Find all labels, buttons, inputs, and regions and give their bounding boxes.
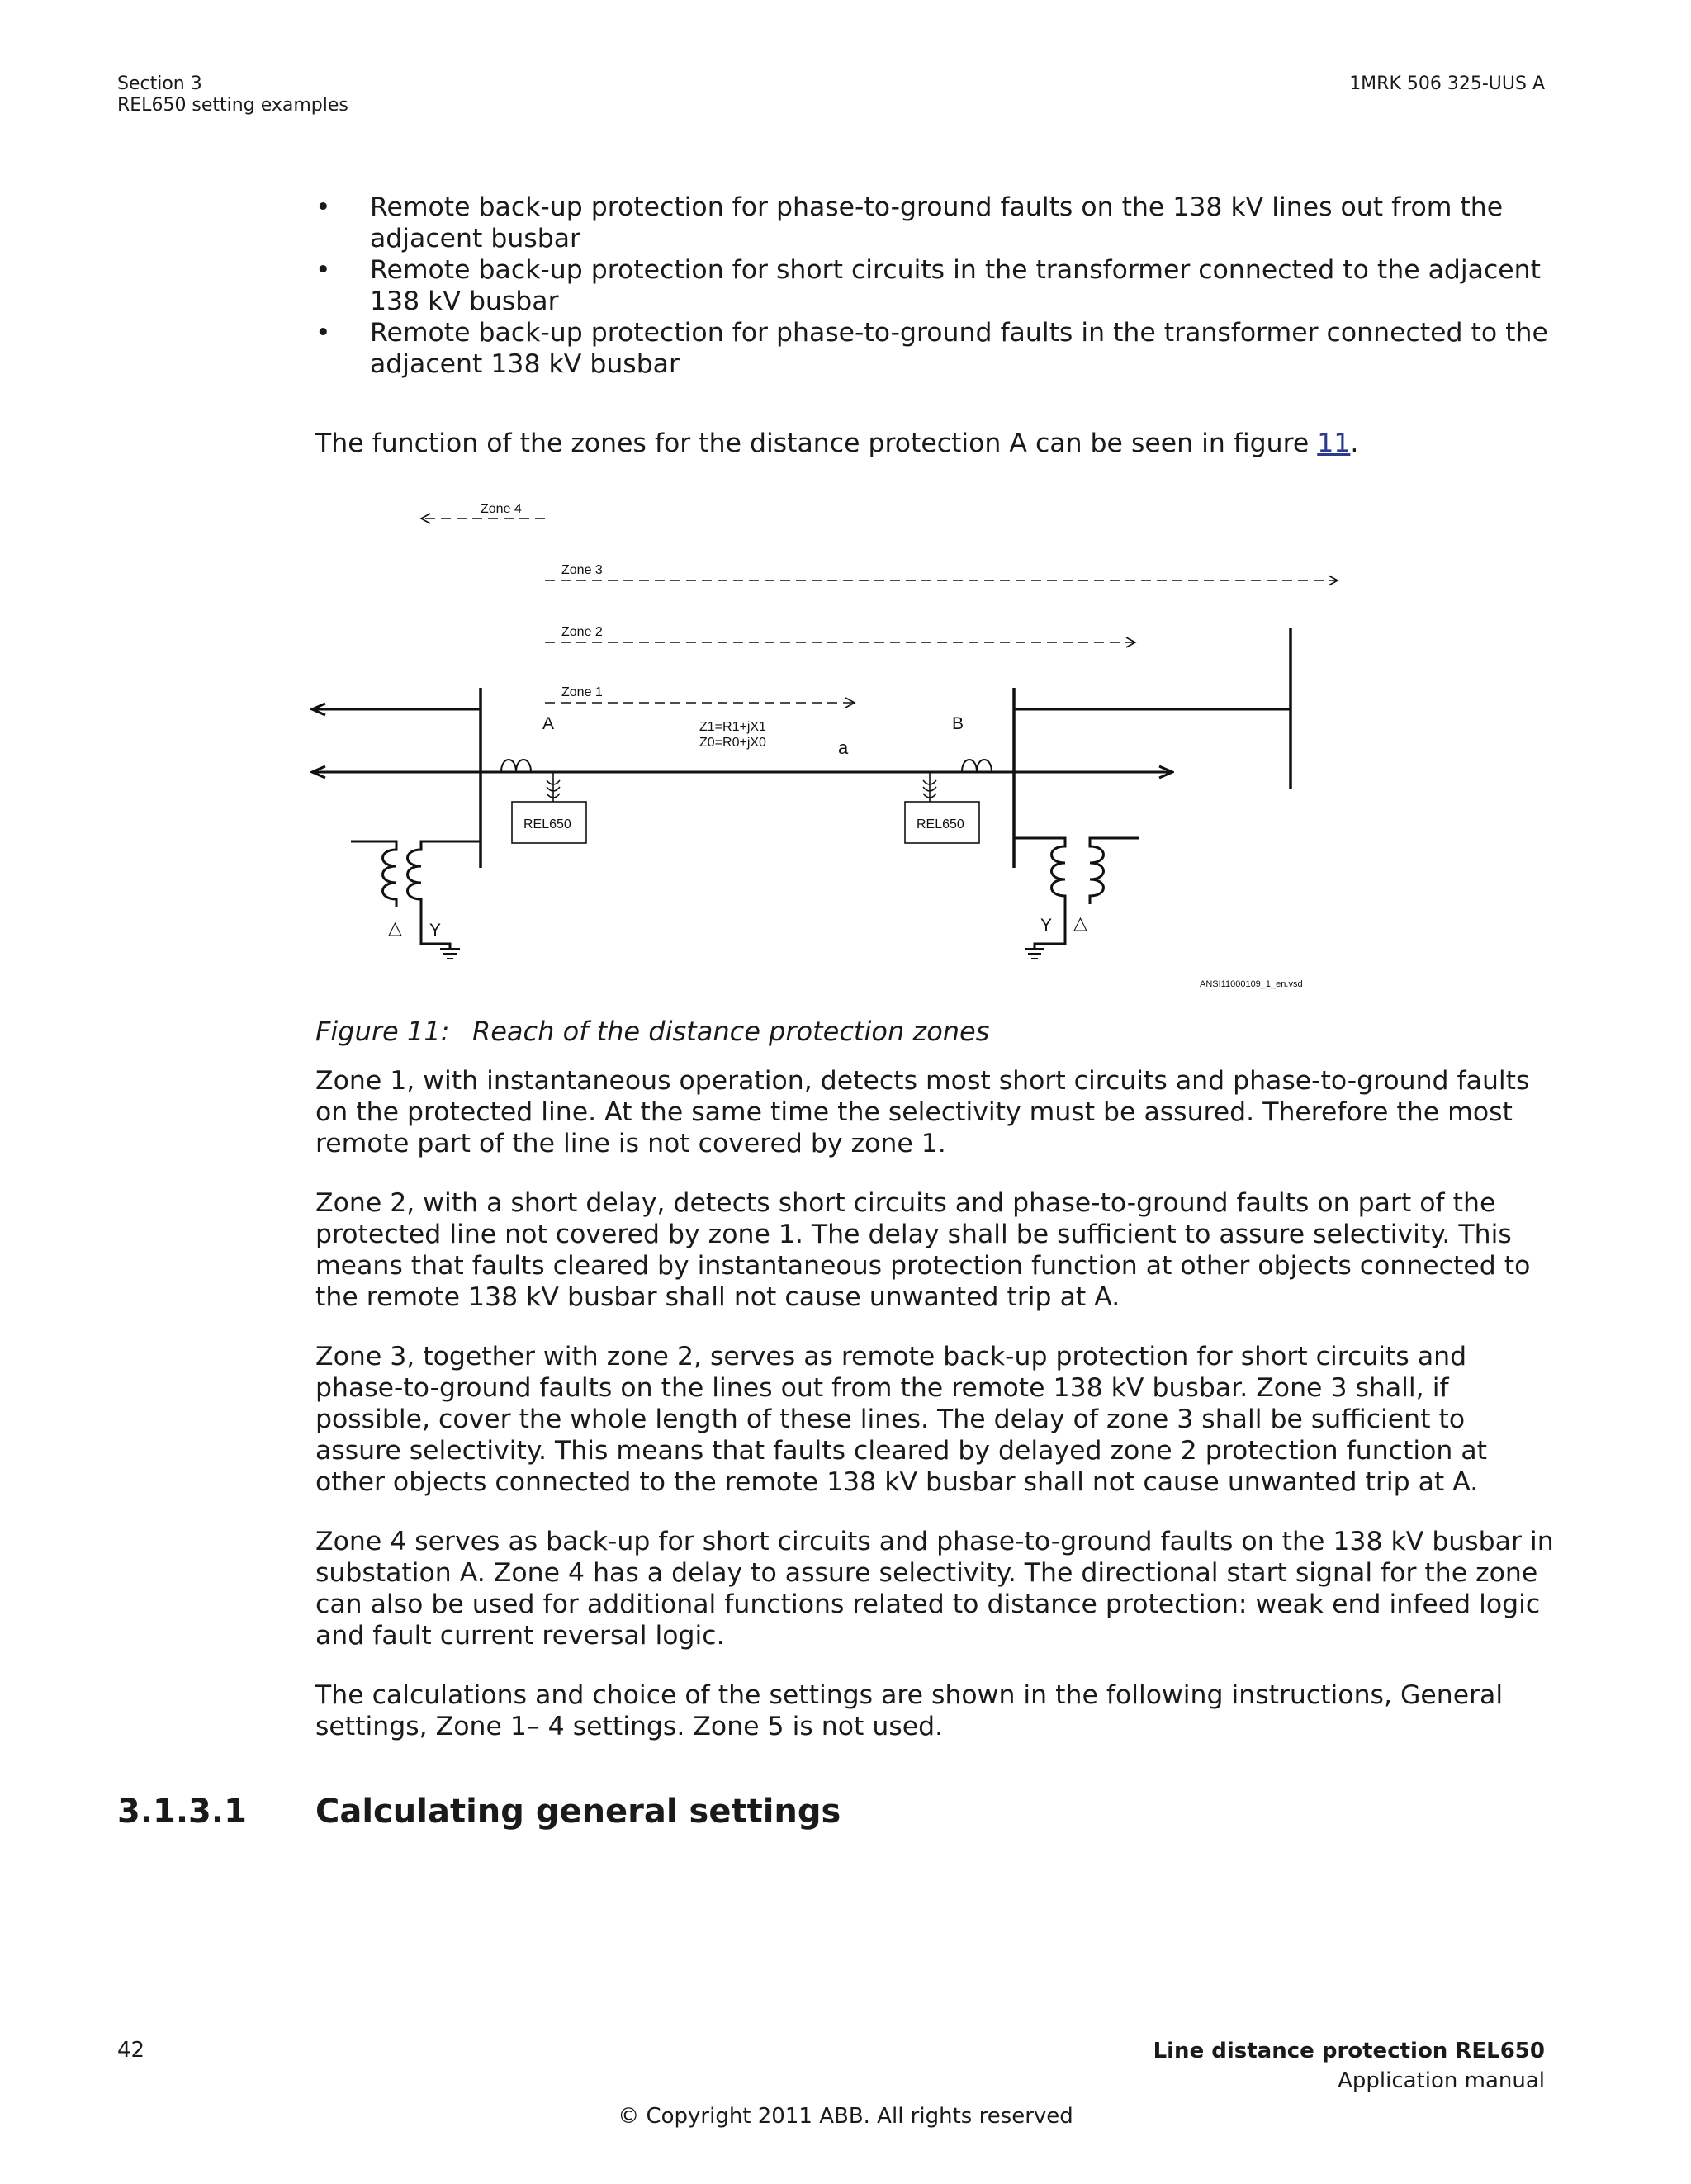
delta-left-label: △ (388, 917, 402, 938)
zone2-label: Zone 2 (561, 625, 603, 639)
delta-right-label: △ (1073, 912, 1087, 933)
breaker-b-icon (962, 760, 992, 772)
breaker-a-icon (501, 760, 531, 772)
figure-caption (315, 1016, 989, 1047)
caption-title: Reach of the distance protection zones (472, 1016, 990, 1047)
caption-number: Figure 11: (315, 1016, 450, 1047)
relay-b-label: REL650 (917, 817, 964, 831)
bullet-item: • Remote back-up protection for phase-to-ground faults in the transformer connected to the adjacent 138 kV busbar (315, 317, 1554, 380)
footer-product: Line distance protection REL650 (1153, 2039, 1545, 2063)
y-right-label: Y (1040, 916, 1053, 935)
zone4-label: Zone 4 (481, 502, 522, 516)
ct-a-icon (547, 772, 560, 802)
header-subtitle: REL650 setting examples (117, 95, 348, 116)
diagram-svg (306, 490, 1346, 1002)
bullet-item: • Remote back-up protection for phase-to-ground faults on the 138 kV lines out from the adjacent busbar (315, 192, 1554, 254)
zone1-label: Zone 1 (561, 685, 603, 699)
header-doc-id: 1MRK 506 325-UUS A (1349, 73, 1545, 94)
bullet-list (315, 192, 1554, 380)
figure-file-id: ANSI11000109_1_en.vsd (1200, 979, 1303, 989)
transformer-left-icon (351, 841, 481, 949)
section-title: Calculating general settings (315, 1793, 841, 1831)
y-left-label: Y (429, 921, 442, 940)
station-b-label: B (952, 714, 964, 733)
ct-b-icon (923, 772, 936, 802)
paragraph-zone4: Zone 4 serves as back-up for short circuits and phase-to-ground faults on the 138 kV busbar in substation A. Zone 4 has a delay to assure selectivity. The directional start signal for the zone can also be used for additional functions related to distance protection: weak end infeed logic and fault current reversal logic. (315, 1527, 1554, 1651)
impedance-z1: Z1=R1+jX1 (699, 720, 766, 734)
header-section: Section 3 (117, 73, 202, 94)
section-number: 3.1.3.1 (117, 1793, 247, 1831)
intro-end: . (1350, 429, 1359, 458)
intro-paragraph (315, 428, 1554, 459)
station-a-label: A (542, 714, 555, 733)
paragraph-zone1: Zone 1, with instantaneous operation, detects most short circuits and phase-to-ground faults on the protected line. At the same time the selectivity must be assured. Therefore the most remote part of the line is not covered by zone 1. (315, 1066, 1530, 1158)
intro-content (315, 192, 1554, 459)
relay-a-label: REL650 (523, 817, 571, 831)
figure-link[interactable]: 11 (1317, 429, 1351, 458)
page-header-left (117, 73, 348, 116)
body-text (315, 1065, 1554, 1742)
footer-right (1153, 2036, 1545, 2096)
ground-left-icon (440, 949, 460, 959)
intro-text: The function of the zones for the distance protection A can be seen in figure (315, 429, 1318, 458)
paragraph-zone3: Zone 3, together with zone 2, serves as remote back-up protection for short circuits and phase-to-ground faults on the lines out from the remote 138 kV busbar. Zone 3 shall, if possible, cover the whole length of these lines. The delay of zone 3 shall be sufficient to assure selectivity. This means that faults cleared by delayed zone 2 protection function at other objects connected to the remote 138 kV busbar shall not cause unwanted trip at A. (315, 1342, 1488, 1497)
copyright: © Copyright 2011 ABB. All rights reserved (618, 2104, 1073, 2129)
line-label: a (838, 737, 849, 758)
paragraph-zone2: Zone 2, with a short delay, detects short circuits and phase-to-ground faults on part of the protected line not covered by zone 1. The delay shall be sufficient to assure selectivity. This means that faults cleared by instantaneous protection function at other objects connected to the remote 138 kV busbar shall not cause unwanted trip at A. (315, 1188, 1531, 1312)
ground-right-icon (1025, 949, 1044, 959)
paragraph-calculations: The calculations and choice of the settings are shown in the following instructions, General settings, Zone 1– 4 settings. Zone 5 is not used. (315, 1680, 1504, 1741)
bullet-item: • Remote back-up protection for short circuits in the transformer connected to the adjacent 138 kV busbar (315, 254, 1554, 317)
zone-reach-diagram (306, 490, 1346, 1002)
zone3-label: Zone 3 (561, 563, 603, 577)
impedance-z0: Z0=R0+jX0 (699, 736, 766, 750)
page-number: 42 (117, 2038, 145, 2063)
footer-manual: Application manual (1338, 2068, 1545, 2093)
